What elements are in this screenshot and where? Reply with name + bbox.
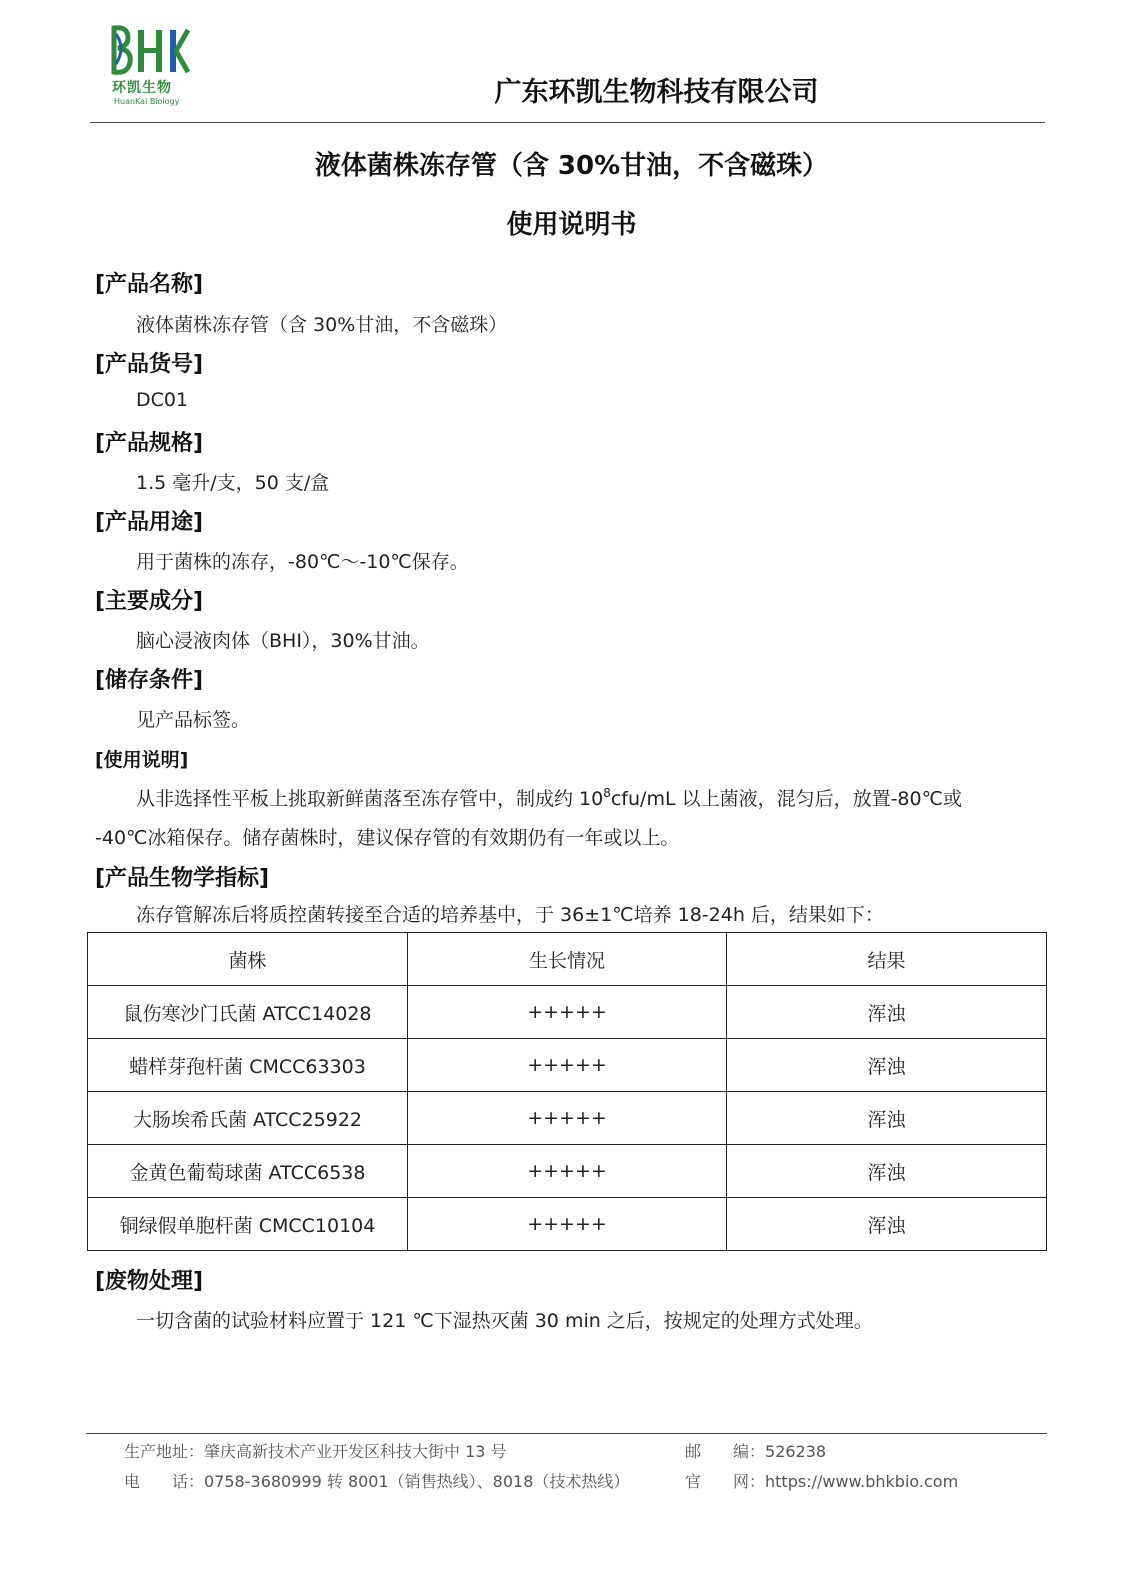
heading-product-spec: [产品规格] [95,431,204,456]
product-use-text: 用于菌株的冻存，-80℃～-10℃保存。 [136,551,469,573]
cell-strain: 铜绿假单胞杆菌 CMCC10104 [88,1198,408,1251]
heading-product-code: [产品货号] [95,352,204,377]
phone-value: 0758-3680999 转 8001（销售热线）、8018（技术热线） [204,1472,630,1491]
postcode-value: 526238 [765,1442,827,1461]
phone-label: 电 话： [124,1472,205,1491]
table-header-row [88,933,1047,986]
col-header-growth: 生长情况 [408,933,727,986]
footer-address [124,1439,507,1462]
heading-product-name: [产品名称] [95,272,204,297]
company-name [0,70,1143,109]
cell-strain: 蜡样芽孢杆菌 CMCC63303 [88,1039,408,1092]
website-link[interactable]: https://www.bhkbio.com [765,1472,959,1491]
bhk-logo-mark [106,24,190,76]
col-header-result: 结果 [727,933,1047,986]
cell-growth: +++++ [408,986,727,1039]
heading-storage: [储存条件] [95,668,204,693]
company-name-text: 广东环凯生物科技有限公司 [494,77,819,108]
cell-result: 浑浊 [727,1198,1047,1251]
cell-strain: 鼠伤寒沙门氏菌 ATCC14028 [88,986,408,1039]
footer-website [685,1469,958,1492]
footer-phone [124,1469,629,1492]
storage-text: 见产品标签。 [136,709,251,731]
instructions-line-1-pre: 从非选择性平板上挑取新鲜菌落至冻存管中，制成约 10 [136,788,604,810]
heading-instructions: [使用说明] [95,749,189,771]
instructions-line-1 [136,784,962,811]
cell-growth: +++++ [408,1145,727,1198]
heading-ingredients: [主要成分] [95,589,204,614]
address-label: 生产地址： [124,1442,205,1461]
logo-text-cn: 环凯生物 [112,80,172,96]
cell-result: 浑浊 [727,1092,1047,1145]
product-name-text: 液体菌株冻存管（含 30%甘油，不含磁珠） [136,314,508,336]
cell-growth: +++++ [408,1039,727,1092]
bio-indicators-text: 冻存管解冻后将质控菌转接至合适的培养基中，于 36±1℃培养 18-24h 后，结果如下： [136,904,884,926]
postcode-label: 邮 编： [685,1442,766,1461]
address-value: 肇庆高新技术产业开发区科技大街中 13 号 [204,1442,507,1461]
table-row [88,1198,1047,1251]
instructions-line-1-post: cfu/mL 以上菌液，混匀后，放置-80℃或 [610,788,962,810]
table-row [88,1145,1047,1198]
cell-result: 浑浊 [727,1039,1047,1092]
cell-result: 浑浊 [727,986,1047,1039]
instructions-exponent: 8 [603,786,611,800]
waste-text: 一切含菌的试验材料应置于 121 ℃下湿热灭菌 30 min 之后，按规定的处理方式处理。 [136,1310,873,1332]
cell-result: 浑浊 [727,1145,1047,1198]
cell-growth: +++++ [408,1092,727,1145]
instructions-line-2: -40℃冰箱保存。储存菌株时，建议保存管的有效期仍有一年或以上。 [95,827,680,849]
product-code-text: DC01 [136,389,189,411]
ingredients-text: 脑心浸液肉体（BHI），30%甘油。 [136,630,430,652]
header-divider [90,122,1045,123]
cell-strain: 金黄色葡萄球菌 ATCC6538 [88,1145,408,1198]
logo-text-en: HuanKai Biology [114,97,180,106]
website-label: 官 网： [685,1472,766,1491]
document-title: 液体菌株冻存管（含 30%甘油，不含磁珠） [314,151,829,181]
col-header-strain: 菌株 [88,933,408,986]
table-row [88,1039,1047,1092]
footer-postcode [685,1439,826,1462]
cell-strain: 大肠埃希氏菌 ATCC25922 [88,1092,408,1145]
heading-waste: [废物处理] [95,1269,204,1294]
cell-growth: +++++ [408,1198,727,1251]
heading-bio-indicators: [产品生物学指标] [95,866,270,891]
table-row [88,1092,1047,1145]
footer-divider [86,1433,1047,1434]
document-subtitle: 使用说明书 [506,210,637,240]
results-table [87,932,1047,1251]
table-row [88,986,1047,1039]
product-spec-text: 1.5 毫升/支，50 支/盒 [136,472,330,494]
heading-product-use: [产品用途] [95,510,204,535]
